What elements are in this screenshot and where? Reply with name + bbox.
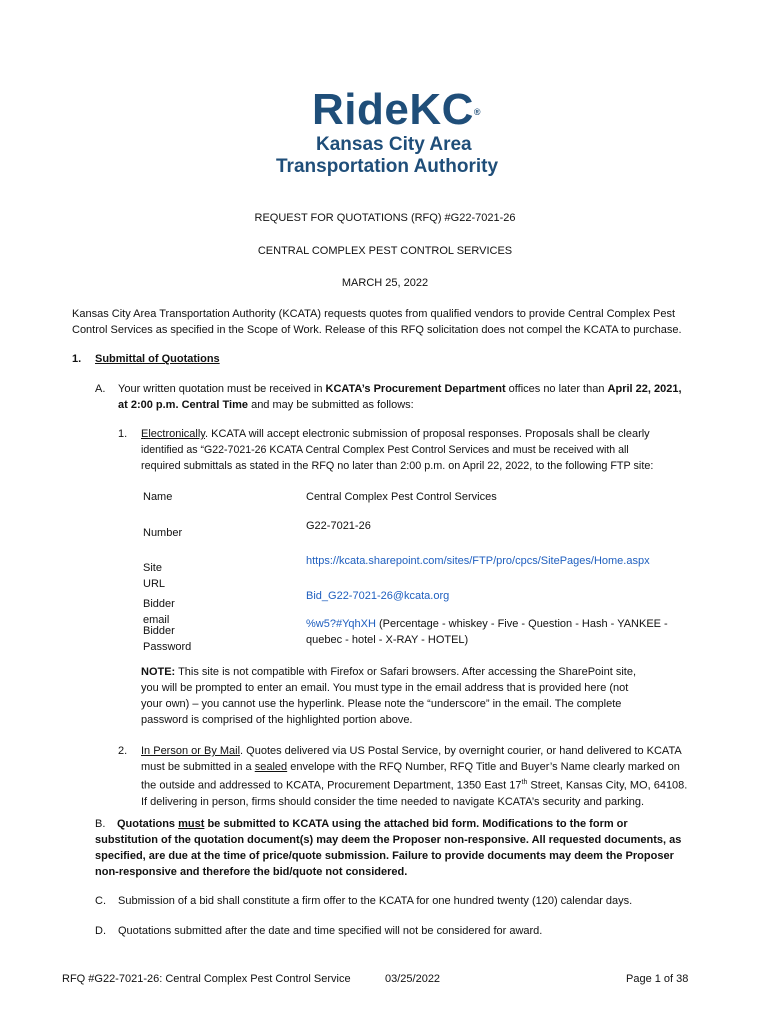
logo-line-2: Transportation Authority [276,156,499,177]
item-d-text: Quotations submitted after the date and time specified will not be considered for award. [118,925,543,937]
footer-date: 03/25/2022 [385,973,441,985]
item-1-text: Electronically. KCATA will accept electronic submission of proposal responses. Proposals shall be clearly identified as “G22-7021-26 KCATA Central Complex Pest Control Services and must be received with all required submittals as stated in the RFQ no later than 2:00 p.m. on April 22, 2022, to the following FTP site: [141,428,654,472]
item-1-number: 1. [118,428,128,440]
section-1-number: 1. [72,353,82,365]
item-b-text: Quotations must be submitted to KCATA using the attached bid form. Modifications to the form or substitution of the quotation document(s) may deem the Proposer non-responsive. All requested documents, as specified, are due at the time of price/quote submission. Failure to provide documents may deem the Proposer non-responsive and therefore the bid/quote not considered. [95,818,682,878]
item-a-text: Your written quotation must be received in KCATA’s Procurement Department offices no later than April 22, 2021, at 2:00 p.m. Central Time and may be submitted as follows: [118,383,682,411]
logo-line-1: Kansas City Area [316,134,472,155]
bidder-password: %w5?#YqhXH [306,618,376,630]
service-title: CENTRAL COMPLEX PEST CONTROL SERVICES [257,245,513,257]
item-c-letter: C. [95,895,106,907]
footer-page-number: Page 1 of 38 [626,973,689,985]
site-url-link[interactable]: https://kcata.sharepoint.com/sites/FTP/pro/cpcs/SitePages/Home.aspx [306,555,650,567]
item-d-letter: D. [95,925,106,937]
intro-paragraph: Kansas City Area Transportation Authority (KCATA) requests quotes from qualified vendors to provide Central Complex Pest Control Services as specified in the Scope of Work. Release of this RFQ solicitation does not compel the KCATA to purchase. [72,308,682,336]
note-paragraph: NOTE: This site is not compatible with Firefox or Safari browsers. After accessing the SharePoint site, you will be prompted to enter an email. You must type in the email address that is provided here (not your own) – you cannot use the hyperlink. Please note the “underscore” in the email. The complete password is comprised of the highlighted portion above. [141,666,637,726]
item-2-number: 2. [118,745,128,757]
rfq-title: REQUEST FOR QUOTATIONS (RFQ) #G22-7021-26 [254,212,516,224]
item-c-text: Submission of a bid shall constitute a firm offer to the KCATA for one hundred twenty (120) calendar days. [118,895,633,907]
item-2-text: In Person or By Mail. Quotes delivered via US Postal Service, by overnight courier, or hand delivered to KCATA must be submitted in a sealed envelope with the RFQ Number, RFQ Title and Buyer’s Name clearly marked on the outside and addressed to KCATA, Procurement Department, 1350 East 17th Street, Kansas City, MO, 64108. If delivering in person, firms should consider the time needed to navigate KCATA’s security and parking. [141,745,688,808]
item-a-letter: A. [95,383,106,395]
footer-rfq: RFQ #G22-7021-26: Central Complex Pest Control Service [62,973,351,985]
item-b-letter: B. [95,818,106,830]
bidder-email-link[interactable]: Bid_G22-7021-26@kcata.org [306,590,450,602]
logo-registered-mark: ® [473,107,482,117]
electronically-label: Electronically [141,428,205,440]
section-1-title: Submittal of Quotations [95,353,220,365]
ridekc-logo [276,85,516,178]
logo-brand: RideKC® [312,85,482,134]
issue-date: MARCH 25, 2022 [341,277,429,289]
in-person-label: In Person or By Mail [141,745,241,757]
document-page: RideKC® Kansas City Area Transportation Authority REQUEST FOR QUOTATIONS (RFQ) #G22-7021-26 CENTRAL COMPLEX PEST CONTROL SERVICES MARCH 25, 2022 Kansas City Area Transportation Authority (KCATA) requests quotes from qualified vendors to provide Central Complex Pest Control Services as specified in the Scope of Work. Release of this RFQ solicitation does not compel the KCATA to purchase. 1. Submittal of Quotations A. Your written quotation must be received in KCATA’s Procurement Department offices no later than April 22, 2021, at 2:00 p.m. Central Time and may be submitted as follows: 1. Electronically. KCATA will accept electronic submission of proposal responses. Proposals shall be clearly identified as “G22-7021-26 KCATA Central Complex Pest Control Services and must be received with all required submittals as stated in the RFQ no later than 2:00 p.m. on April 22, 2022, to the following FTP site: Name Central Complex Pest Control Services Number G22-7021-26 Site URL https://kcata.sharepoint.com/sites/FTP/pro/cpcs/SitePages/Home.aspx Bidder email Bid_G22-7021-26@kcata.org Bidder Password %w5?#YqhXH (Percentage - whiskey - Five - Question - Hash - YANKEE - quebec - hotel - X-RAY - HOTEL) NOTE: This site is not compatible with Firefox or Safari browsers. After accessing the SharePoint site, you will be prompted to enter an email. You must type in the email address that is provided here (not your own) – you cannot use the hyperlink. Please note the “underscore” in the email. The complete password is comprised of the highlighted portion above. 2. In Person or By Mail. Quotes delivered via US Postal Service, by overnight courier, or hand delivered to KCATA must be submitted in a sealed envelope with the RFQ Number, RFQ Title and Buyer’s Name clearly marked on the outside and addressed to KCATA, Procurement Department, 1350 East 17th Street, Kansas City, MO, 64108. If delivering in person, firms should consider the time needed to navigate KCATA’s security and parking. B. Quotations must be submitted to KCATA using the attached bid form. Modifications to the form or substitution of the quotation document(s) may deem the Proposer non-responsive. All requested documents, as specified, are due at the time of price/quote submission. Failure to provide documents may deem the Proposer non-responsive and therefore the bid/quote not considered. C. Submission of a bid shall constitute a firm offer to the KCATA for one hundred twenty (120) calendar days. D. Quotations submitted after the date and time specified will not be considered for award. RFQ #G22-7021-26: Central Complex Pest Control Service 03/25/2022 Page 1 of 38 [0,0,770,1024]
